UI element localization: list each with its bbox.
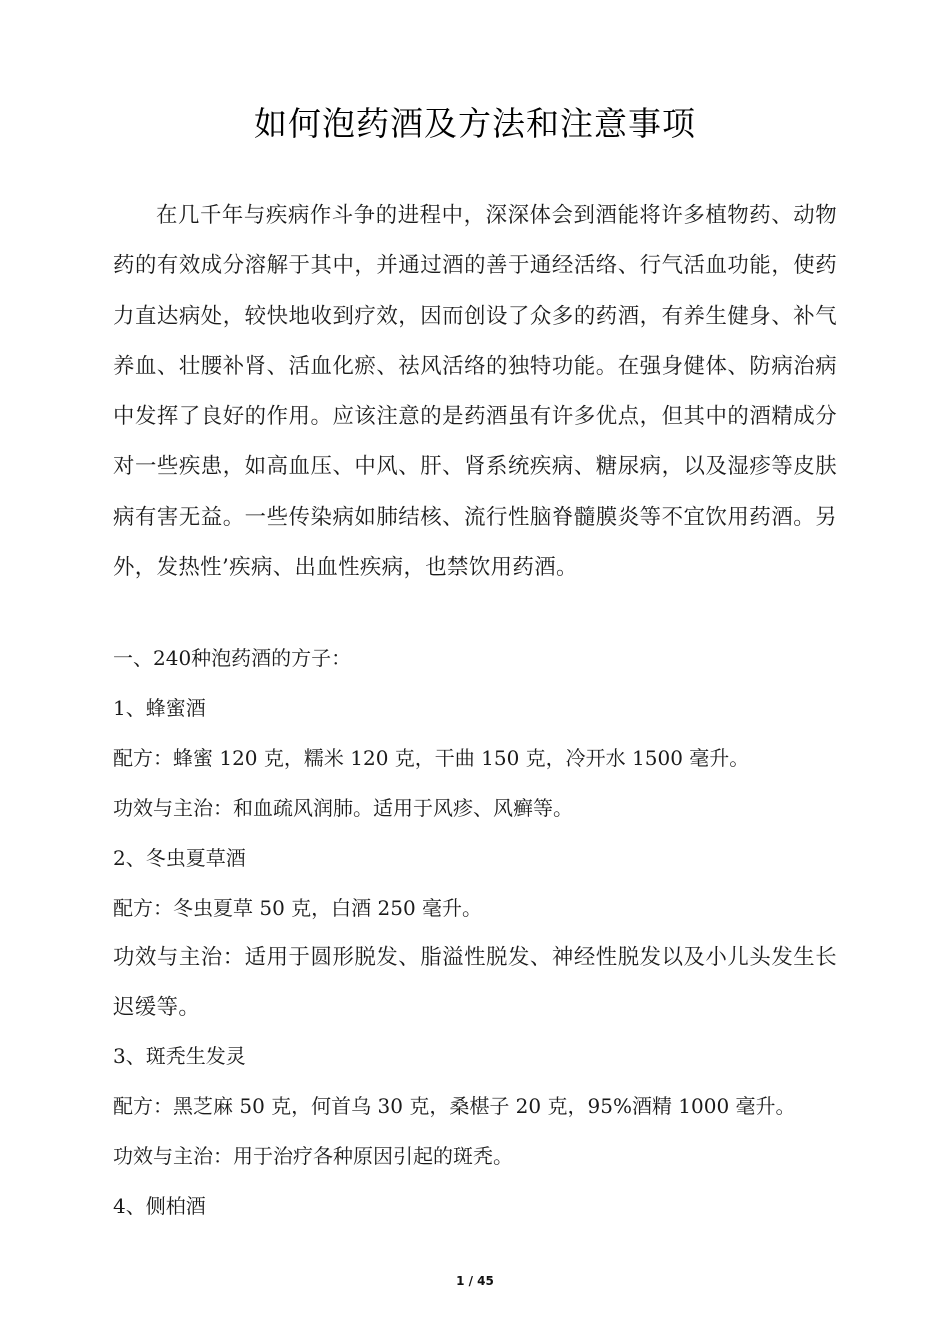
- recipe-title: 3、斑秃生发灵: [113, 1044, 246, 1068]
- recipe-title: 1、蜂蜜酒: [113, 696, 206, 720]
- recipe-efficacy: 功效与主治：和血疏风润肺。适用于风疹、风癣等。: [113, 796, 573, 820]
- recipe-formula: 配方：蜂蜜 120 克，糯米 120 克，干曲 150 克，冷开水 1500 毫升。: [113, 746, 750, 770]
- recipe-title: 4、侧柏酒: [113, 1194, 206, 1218]
- recipe-efficacy: 功效与主治：适用于圆形脱发、脂溢性脱发、神经性脱发以及小儿头发生长迟缓等。: [113, 945, 837, 1020]
- document-title: 如何泡药酒及方法和注意事项: [254, 104, 696, 143]
- recipe-formula: 配方：冬虫夏草 50 克，白酒 250 毫升。: [113, 896, 483, 920]
- page-indicator: 1 / 45: [456, 1274, 494, 1288]
- recipe-title: 2、冬虫夏草酒: [113, 846, 246, 870]
- intro-paragraph: 在几千年与疾病作斗争的进程中，深深体会到酒能将许多植物药、动物药的有效成分溶解于其中，并通过酒的善于通经活络、行气活血功能，使药力直达病处，较快地收到疗效，因而创设了众多的药酒，有养生健身、补气养血、壮腰补肾、活血化瘀、祛风活络的独特功能。在强身健体、防病治病中发挥了良好的作用。应该注意的是药酒虽有许多优点，但其中的酒精成分对一些疾患，如高血压、中风、肝、肾系统疾病、糖尿病，以及湿疹等皮肤病有害无益。一些传染病如肺结核、流行性脑脊髓膜炎等不宜饮用药酒。另外，发热性’疾病、出血性疾病，也禁饮用药酒。: [113, 203, 837, 581]
- section-heading: 一、240种泡药酒的方子：: [113, 646, 352, 670]
- recipe-efficacy: 功效与主治：用于治疗各种原因引起的斑秃。: [113, 1144, 513, 1168]
- recipe-formula: 配方：黑芝麻 50 克，何首乌 30 克，桑椹子 20 克，95%酒精 1000 毫升。: [113, 1094, 796, 1118]
